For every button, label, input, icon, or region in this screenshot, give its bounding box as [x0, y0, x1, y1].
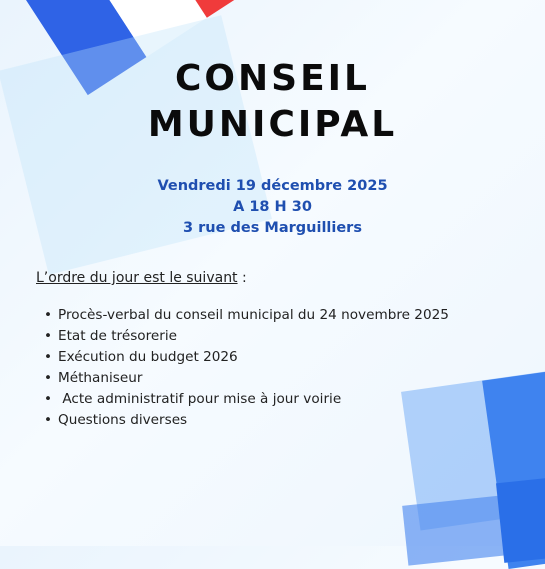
title-line-1: CONSEIL — [174, 58, 370, 99]
title-line-2: MUNICIPAL — [147, 104, 398, 145]
agenda-item-text: Méthaniseur — [58, 370, 143, 386]
bullet-icon: • — [44, 391, 53, 407]
agenda-intro — [36, 270, 247, 286]
bullet-icon: • — [44, 412, 53, 428]
agenda-item — [44, 368, 449, 389]
agenda-item-text: Exécution du budget 2026 — [58, 349, 238, 365]
bullet-icon: • — [44, 349, 53, 365]
agenda-item — [44, 305, 449, 326]
agenda-item — [44, 347, 449, 368]
agenda-intro-colon: : — [237, 270, 247, 286]
decorative-pane — [496, 477, 545, 563]
meeting-address: 3 rue des Marguilliers — [183, 220, 362, 236]
bullet-icon: • — [44, 370, 53, 386]
agenda-item-text: Procès-verbal du conseil municipal du 24 novembre 2025 — [58, 307, 449, 323]
agenda-item — [44, 410, 449, 431]
meeting-time: A 18 H 30 — [233, 199, 312, 215]
bullet-icon: • — [44, 328, 53, 344]
bullet-icon: • — [44, 307, 53, 323]
meeting-info — [0, 176, 545, 239]
agenda-list — [44, 305, 449, 431]
agenda-item-text: Acte administratif pour mise à jour voirie — [58, 391, 342, 407]
agenda-item-text: Questions diverses — [58, 412, 188, 428]
agenda-item — [44, 389, 449, 410]
agenda-item-text: Etat de trésorerie — [58, 328, 177, 344]
page-title — [0, 56, 545, 148]
agenda-intro-label: L’ordre du jour est le suivant — [36, 270, 238, 286]
agenda-item — [44, 326, 449, 347]
meeting-date: Vendredi 19 décembre 2025 — [157, 178, 388, 194]
